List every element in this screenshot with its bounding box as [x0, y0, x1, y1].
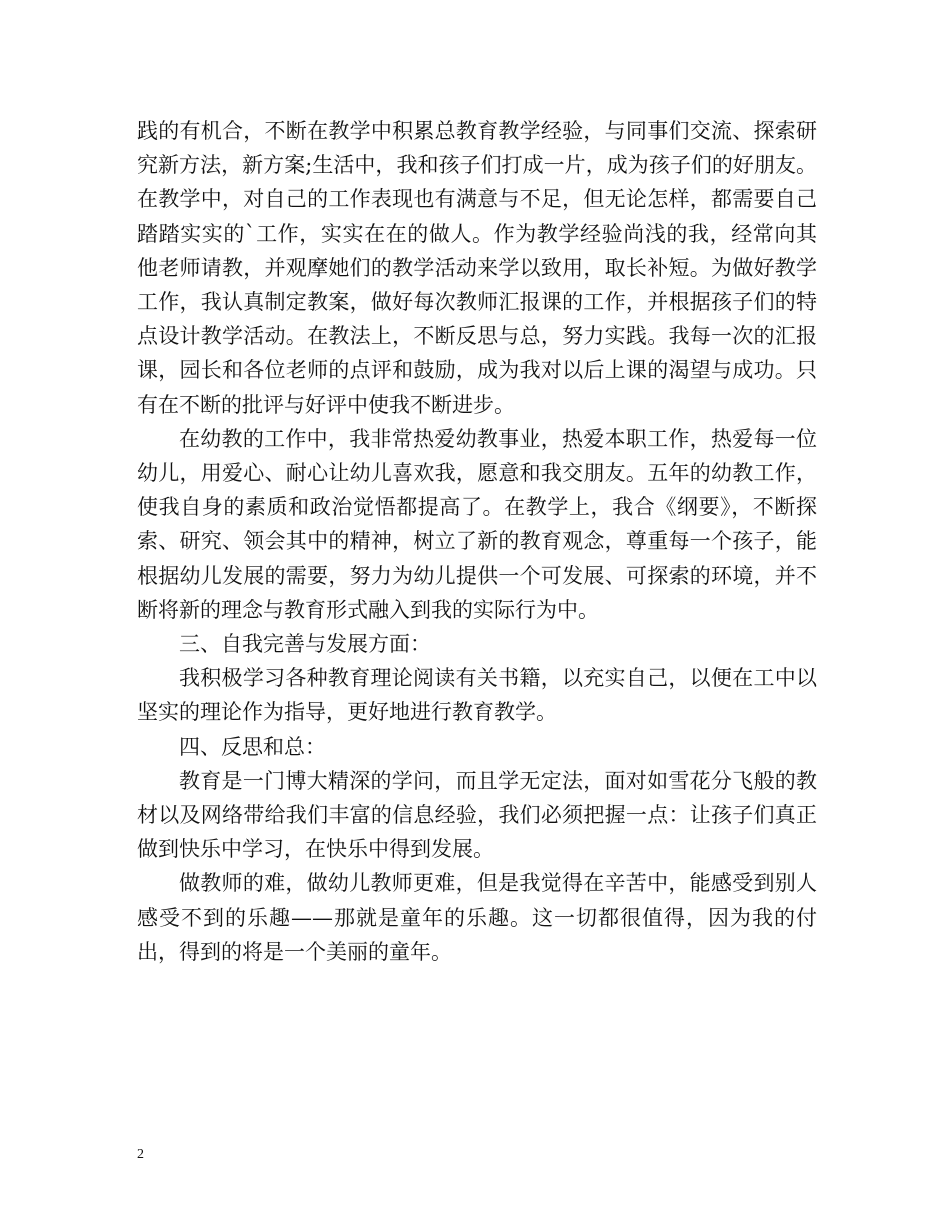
paragraph-education-learning: 教育是一门博大精深的学问，而且学无定法，面对如雪花分飞般的教材以及网络带给我们丰富的信息经验，我们必须把握一点：让孩子们真正做到快乐中学习，在快乐中得到发展。: [137, 768, 817, 862]
paragraph-continuation: 践的有机合，不断在教学中积累总教育教学经验，与同事们交流、探索研究新方法，新方案;生活中，我和孩子们打成一片，成为孩子们的好朋友。在教学中，对自己的工作表现也有满意与不足，但无论怎样，都需要自己踏踏实实的`工作，实实在在的做人。作为教学经验尚浅的我，经常向其他老师请教，并观摩她们的教学活动来学以致用，取长补短。为做好教学工作，我认真制定教案，做好每次教师汇报课的工作，并根据孩子们的特点设计教学活动。在教法上，不断反思与总，努力实践。我每一次的汇报课，园长和各位老师的点评和鼓励，成为我对以后上课的渴望与成功。只有在不断的批评与好评中使我不断进步。: [137, 119, 817, 417]
document-body: [137, 114, 817, 969]
paragraph-teacher-joy: 做教师的难，做幼儿教师更难，但是我觉得在辛苦中，能感受到别人感受不到的乐趣——那就是童年的乐趣。这一切都很值得，因为我的付出，得到的将是一个美丽的童年。: [137, 871, 817, 964]
page-number: 2: [137, 1147, 144, 1162]
section-heading-reflection: 四、反思和总：: [179, 734, 326, 759]
paragraph-study-theory: 我积极学习各种教育理论阅读有关书籍，以充实自己，以便在工中以坚实的理论作为指导，更好地进行教育教学。: [137, 666, 817, 725]
section-heading-self-improvement: 三、自我完善与发展方面：: [179, 632, 431, 657]
paragraph-kindergarten-work: 在幼教的工作中，我非常热爱幼教事业，热爱本职工作，热爱每一位幼儿，用爱心、耐心让幼儿喜欢我，愿意和我交朋友。五年的幼教工作，使我自身的素质和政治觉悟都提高了。在教学上，我合《纲要》，不断探索、研究、领会其中的精神，树立了新的教育观念，尊重每一个孩子，能根据幼儿发展的需要，努力为幼儿提供一个可发展、可探索的环境，并不断将新的理念与教育形式融入到我的实际行为中。: [137, 426, 817, 622]
